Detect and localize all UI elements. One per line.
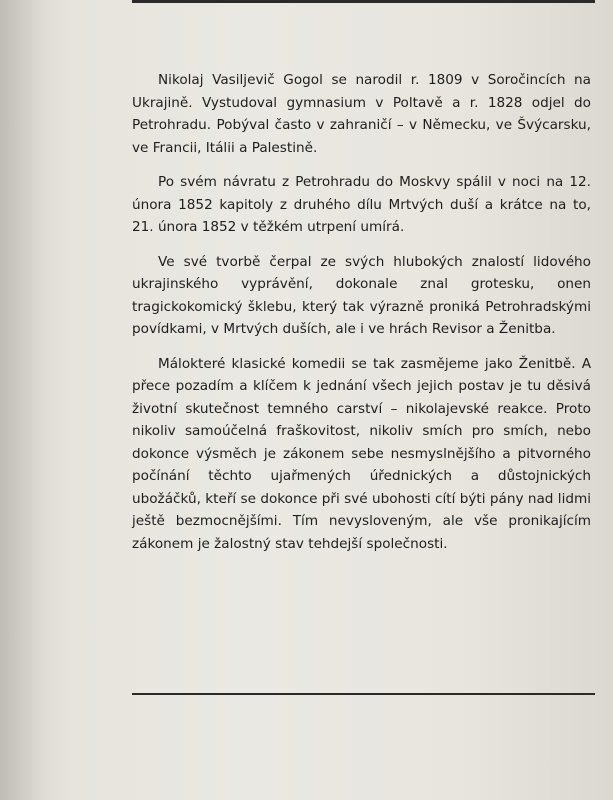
paragraph-biography: Nikolaj Vasiljevič Gogol se narodil r. 1809 v Soročincích na Ukrajině. Vystudoval gymnasium v Poltavě a r. 1828 odjel do Petrohradu. Pobýval často v zahraničí – v Německu, ve Švýcarsku, ve Francii, Itálii a Palestině. bbox=[132, 72, 591, 156]
bottom-rule bbox=[132, 693, 595, 695]
top-rule bbox=[132, 0, 595, 3]
paragraph-death: Po svém návratu z Petrohradu do Moskvy spálil v noci na 12. února 1852 kapitoly z druhého dílu Mrtvých duší a krátce na to, 21. února 1852 v těžkém utrpení umírá. bbox=[132, 174, 591, 235]
paragraph-marriage-comedy: Málokteré klasické komedii se tak zasmějeme jako Ženitbě. A přece pozadím a klíčem k jednání všech jejich postav je tu děsivá životní skutečnost temného carství – nikolajevské reakce. Proto nikoliv samoúčelná fraškovitost, nikoliv smích pro smích, nebo dokonce výsměch je zákonem sebe nesmyslnějšího a pitvorného počínání těchto ujařmených úřednických a důstojnických ubožáčků, kteří se dokonce při své ubohosti cítí býti pány nad lidmi ještě bezmocnějšími. Tím nevysloveným, ale vše pronikajícím zákonem je žalostný stav tehdejší společnosti. bbox=[132, 355, 591, 552]
paragraph-work: Ve své tvorbě čerpal ze svých hlubokých znalostí lidového ukrajinského vyprávění, dokonale znal grotesku, onen tragickokomický šklebu, který tak výrazně proniká Petrohradskými povídkami, v Mrtvých duších, ale i ve hrách Revisor a Ženitba. bbox=[132, 253, 591, 337]
body-text bbox=[132, 69, 591, 567]
